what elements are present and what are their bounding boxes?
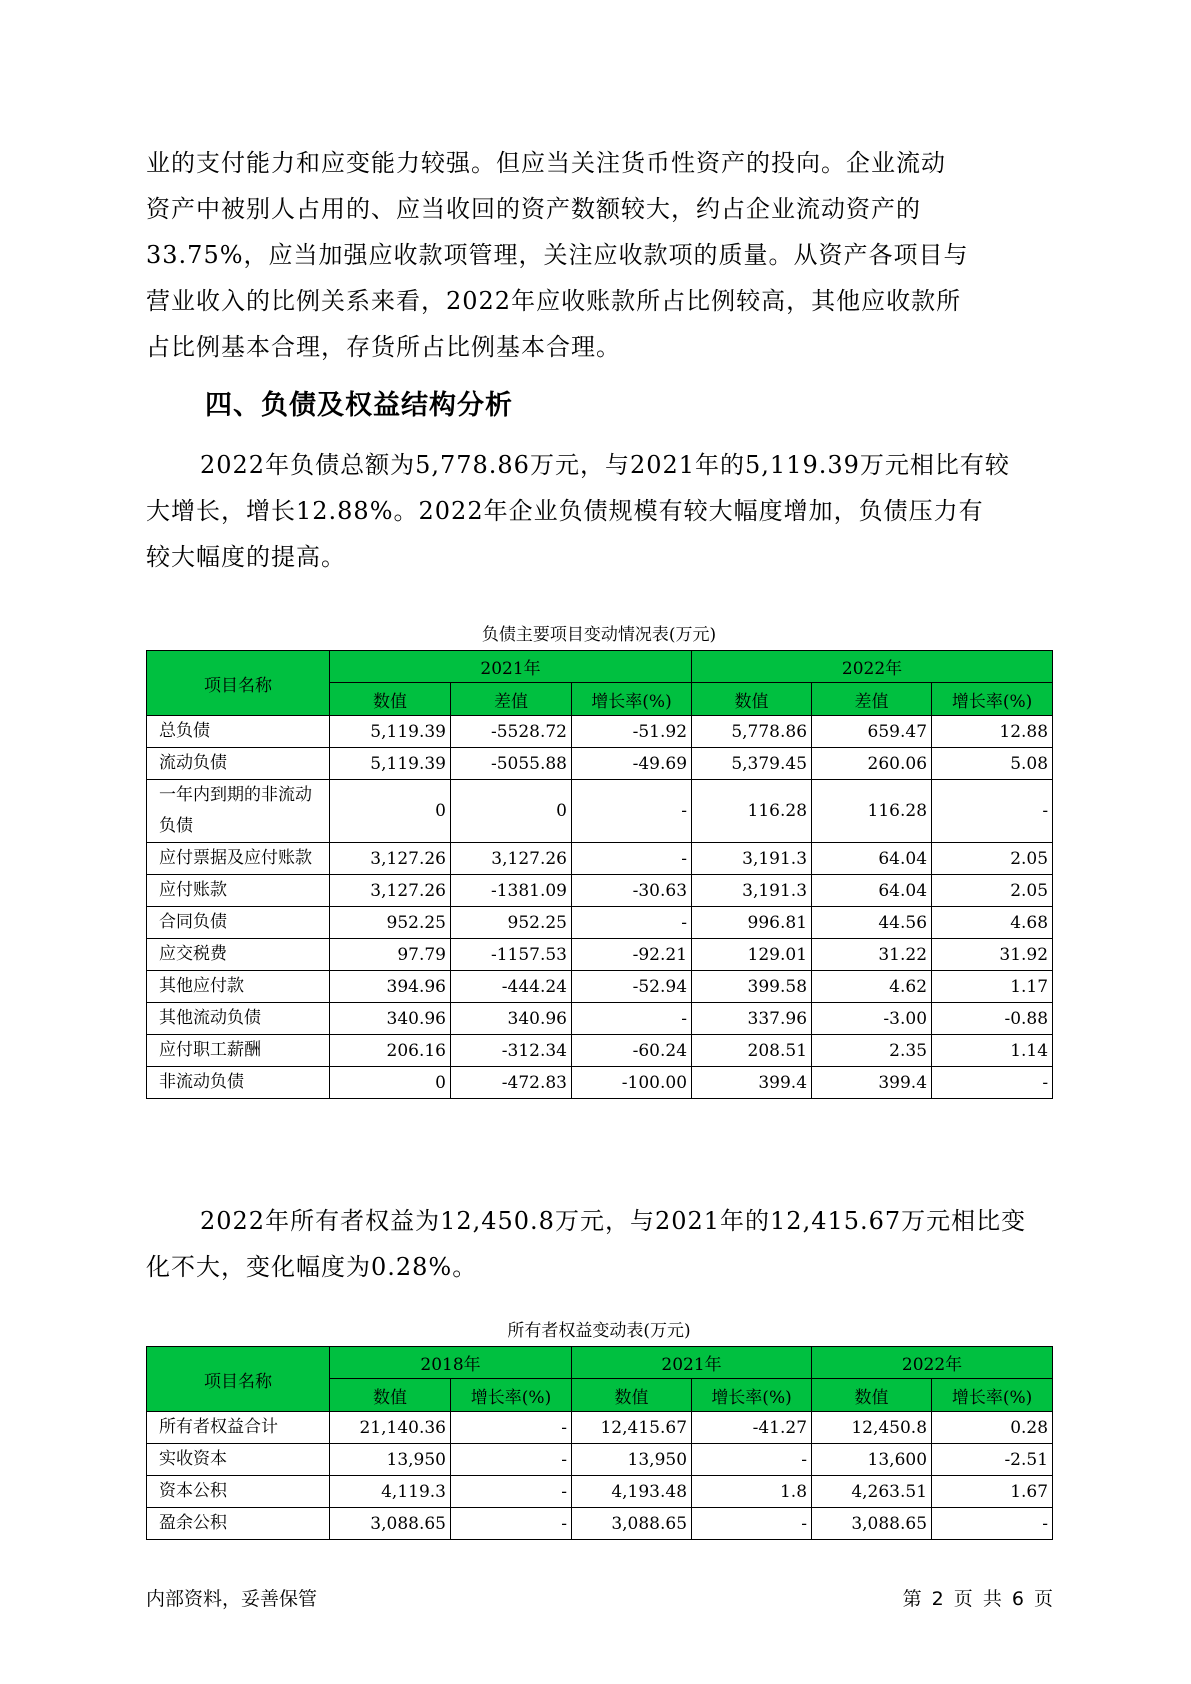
table-row <box>147 1476 1053 1508</box>
table-row <box>147 1035 1053 1067</box>
row-label: 合同负债 <box>147 907 330 939</box>
table-cell: 31.92 <box>932 939 1053 971</box>
row-label: 其他应付款 <box>147 971 330 1003</box>
table-cell: -2.51 <box>932 1444 1053 1476</box>
header-sub: 增长率(%) <box>451 1379 572 1412</box>
table-cell: 0 <box>330 780 451 843</box>
header-item-name: 项目名称 <box>147 651 330 716</box>
table-cell: 5,119.39 <box>330 716 451 748</box>
table-cell: 3,191.3 <box>692 843 812 875</box>
equity-table <box>146 1346 1053 1540</box>
header-year: 2022年 <box>812 1347 1053 1379</box>
row-label: 其他流动负债 <box>147 1003 330 1035</box>
liability-table-body <box>147 716 1053 1099</box>
table-cell: 1.14 <box>932 1035 1053 1067</box>
text-line: 2022年负债总额为5,778.86万元，与2021年的5,119.39万元相比有较 <box>200 451 1010 479</box>
table-cell: 208.51 <box>692 1035 812 1067</box>
liability-table-caption: 负债主要项目变动情况表(万元) <box>481 625 717 645</box>
row-label: 非流动负债 <box>147 1067 330 1099</box>
header-sub: 数值 <box>812 1379 932 1412</box>
table-cell: 399.4 <box>692 1067 812 1099</box>
table-cell: -41.27 <box>692 1412 812 1444</box>
header-sub: 差值 <box>812 683 932 716</box>
row-label: 资本公积 <box>147 1476 330 1508</box>
table-cell: 64.04 <box>812 875 932 907</box>
text-line: 资产中被别人占用的、应当收回的资产数额较大，约占企业流动资产的 <box>146 195 921 223</box>
table-cell: 0 <box>451 780 572 843</box>
table-cell: 996.81 <box>692 907 812 939</box>
table-row <box>147 907 1053 939</box>
table-row <box>147 748 1053 780</box>
table-cell: -30.63 <box>572 875 692 907</box>
intro-paragraph <box>146 140 1046 370</box>
text-line: 大增长，增长12.88%。2022年企业负债规模有较大幅度增加，负债压力有 <box>146 497 984 525</box>
table-cell: - <box>572 907 692 939</box>
table-cell: - <box>932 780 1053 843</box>
table-row <box>147 1003 1053 1035</box>
text-line: 化不大，变化幅度为0.28%。 <box>146 1253 478 1281</box>
table-cell: 12.88 <box>932 716 1053 748</box>
row-label: 总负债 <box>147 716 330 748</box>
table-cell: 3,088.65 <box>812 1508 932 1540</box>
table-cell: -0.88 <box>932 1003 1053 1035</box>
header-sub: 数值 <box>330 1379 451 1412</box>
table-cell: 12,415.67 <box>572 1412 692 1444</box>
text-line: 2022年所有者权益为12,450.8万元，与2021年的12,415.67万元相比变 <box>200 1207 1027 1235</box>
table-cell: 3,127.26 <box>330 875 451 907</box>
table-cell: - <box>451 1508 572 1540</box>
row-label: 盈余公积 <box>147 1508 330 1540</box>
table-row <box>147 716 1053 748</box>
header-sub: 增长率(%) <box>932 683 1053 716</box>
table-cell: -444.24 <box>451 971 572 1003</box>
header-year: 2018年 <box>330 1347 572 1379</box>
table-cell: 3,191.3 <box>692 875 812 907</box>
table-cell: 116.28 <box>812 780 932 843</box>
text-line: 业的支付能力和应变能力较强。但应当关注货币性资产的投向。企业流动 <box>146 149 946 177</box>
table-cell: 0.28 <box>932 1412 1053 1444</box>
table-cell: 2.05 <box>932 875 1053 907</box>
table-cell: 3,088.65 <box>572 1508 692 1540</box>
text-line: 较大幅度的提高。 <box>146 543 346 571</box>
table-cell: - <box>692 1444 812 1476</box>
equity-table-body <box>147 1412 1053 1540</box>
table-row <box>147 1067 1053 1099</box>
table-cell: -92.21 <box>572 939 692 971</box>
header-sub: 增长率(%) <box>932 1379 1053 1412</box>
table-cell: 13,950 <box>330 1444 451 1476</box>
header-sub: 数值 <box>572 1379 692 1412</box>
table-cell: 3,088.65 <box>330 1508 451 1540</box>
table-cell: -100.00 <box>572 1067 692 1099</box>
row-label: 应付票据及应付账款 <box>147 843 330 875</box>
table-cell: 206.16 <box>330 1035 451 1067</box>
row-label: 实收资本 <box>147 1444 330 1476</box>
header-year: 2021年 <box>572 1347 812 1379</box>
table-cell: 5,379.45 <box>692 748 812 780</box>
table-cell: 659.47 <box>812 716 932 748</box>
liability-table <box>146 650 1053 1099</box>
table-cell: 64.04 <box>812 843 932 875</box>
table-row <box>147 1444 1053 1476</box>
table-cell: -52.94 <box>572 971 692 1003</box>
table-cell: 129.01 <box>692 939 812 971</box>
table-cell: -49.69 <box>572 748 692 780</box>
table-cell: 952.25 <box>330 907 451 939</box>
table-cell: 5,119.39 <box>330 748 451 780</box>
table-cell: 340.96 <box>330 1003 451 1035</box>
table-cell: - <box>932 1067 1053 1099</box>
table-row <box>147 1412 1053 1444</box>
table-cell: 337.96 <box>692 1003 812 1035</box>
header-sub: 增长率(%) <box>692 1379 812 1412</box>
table-cell: 5.08 <box>932 748 1053 780</box>
table-cell: -51.92 <box>572 716 692 748</box>
table-cell: -5528.72 <box>451 716 572 748</box>
section-heading: 四、负债及权益结构分析 <box>205 390 513 421</box>
row-label: 应交税费 <box>147 939 330 971</box>
table-cell: -472.83 <box>451 1067 572 1099</box>
header-sub: 差值 <box>451 683 572 716</box>
table-cell: 394.96 <box>330 971 451 1003</box>
row-label: 应付职工薪酬 <box>147 1035 330 1067</box>
header-item-name: 项目名称 <box>147 1347 330 1412</box>
table-row <box>147 939 1053 971</box>
table-cell: - <box>932 1508 1053 1540</box>
table-cell: 97.79 <box>330 939 451 971</box>
table-cell: 1.17 <box>932 971 1053 1003</box>
table-cell: 31.22 <box>812 939 932 971</box>
liability-paragraph <box>146 442 1046 580</box>
table-cell: -1157.53 <box>451 939 572 971</box>
text-line: 占比例基本合理，存货所占比例基本合理。 <box>146 333 621 361</box>
table-cell: -3.00 <box>812 1003 932 1035</box>
row-label: 应付账款 <box>147 875 330 907</box>
table-cell: 1.8 <box>692 1476 812 1508</box>
table-row <box>147 875 1053 907</box>
table-cell: 2.05 <box>932 843 1053 875</box>
footer-confidential-note: 内部资料，妥善保管 <box>146 1588 318 1610</box>
table-cell: 4.62 <box>812 971 932 1003</box>
table-cell: 1.67 <box>932 1476 1053 1508</box>
table-cell: 0 <box>330 1067 451 1099</box>
table-cell: -312.34 <box>451 1035 572 1067</box>
table-cell: 2.35 <box>812 1035 932 1067</box>
table-cell: 116.28 <box>692 780 812 843</box>
header-sub: 数值 <box>330 683 451 716</box>
table-cell: 13,600 <box>812 1444 932 1476</box>
table-cell: 12,450.8 <box>812 1412 932 1444</box>
row-label: 所有者权益合计 <box>147 1412 330 1444</box>
table-row <box>147 843 1053 875</box>
table-cell: 4,263.51 <box>812 1476 932 1508</box>
table-cell: - <box>451 1444 572 1476</box>
table-cell: 4,193.48 <box>572 1476 692 1508</box>
table-cell: 5,778.86 <box>692 716 812 748</box>
table-row <box>147 1508 1053 1540</box>
header-sub: 增长率(%) <box>572 683 692 716</box>
table-cell: 3,127.26 <box>330 843 451 875</box>
table-cell: - <box>572 1003 692 1035</box>
row-label: 流动负债 <box>147 748 330 780</box>
header-year: 2021年 <box>330 651 692 683</box>
table-cell: -1381.09 <box>451 875 572 907</box>
table-cell: 3,127.26 <box>451 843 572 875</box>
table-cell: 21,140.36 <box>330 1412 451 1444</box>
table-cell: -60.24 <box>572 1035 692 1067</box>
header-year: 2022年 <box>692 651 1053 683</box>
table-cell: - <box>451 1412 572 1444</box>
table-row <box>147 780 1053 843</box>
equity-paragraph <box>146 1198 1046 1290</box>
table-cell: 44.56 <box>812 907 932 939</box>
table-cell: 13,950 <box>572 1444 692 1476</box>
table-cell: -5055.88 <box>451 748 572 780</box>
row-label: 一年内到期的非流动负债 <box>147 780 330 843</box>
table-cell: 260.06 <box>812 748 932 780</box>
header-sub: 数值 <box>692 683 812 716</box>
table-cell: - <box>572 780 692 843</box>
table-row <box>147 971 1053 1003</box>
text-line: 营业收入的比例关系来看，2022年应收账款所占比例较高，其他应收款所 <box>146 287 962 315</box>
table-cell: - <box>692 1508 812 1540</box>
table-cell: 340.96 <box>451 1003 572 1035</box>
table-cell: - <box>572 843 692 875</box>
table-cell: 952.25 <box>451 907 572 939</box>
equity-table-caption: 所有者权益变动表(万元) <box>507 1321 691 1341</box>
table-cell: 399.4 <box>812 1067 932 1099</box>
table-cell: 4.68 <box>932 907 1053 939</box>
table-cell: 399.58 <box>692 971 812 1003</box>
table-cell: 4,119.3 <box>330 1476 451 1508</box>
footer-page-number: 第 2 页 共 6 页 <box>902 1588 1053 1610</box>
text-line: 33.75%，应当加强应收款项管理，关注应收款项的质量。从资产各项目与 <box>146 241 969 269</box>
table-cell: - <box>451 1476 572 1508</box>
